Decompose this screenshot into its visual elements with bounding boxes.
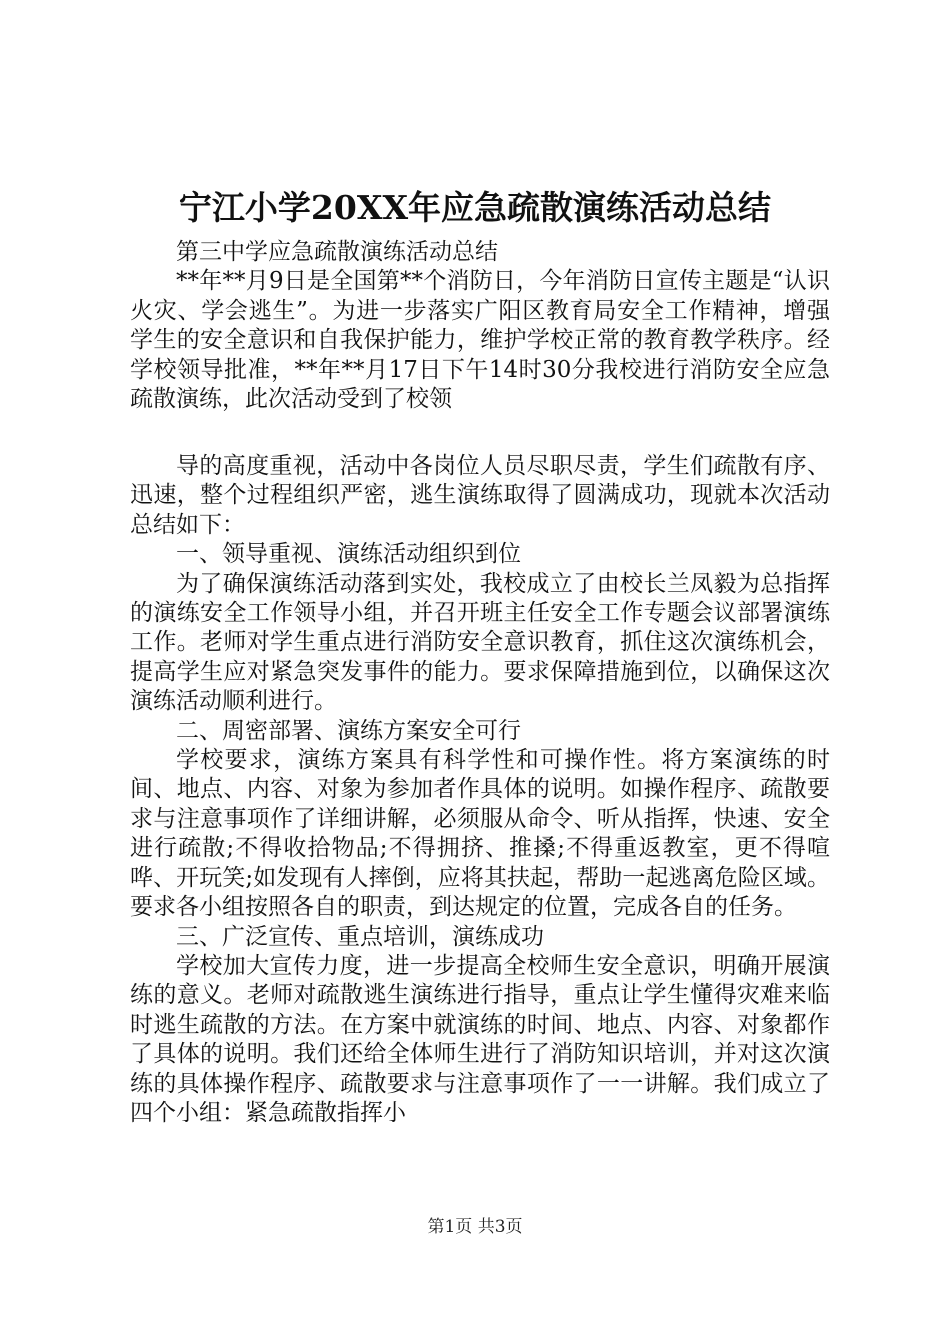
paragraph: 学校加大宣传力度，进一步提高全校师生安全意识，明确开展演练的意义。老师对疏散逃生演练进行指导，重点让学生懂得灾难来临时逃生疏散的方法。在方案中就演练的时间、地点、内容、对象都作了具体的说明。我们还给全体师生进行了消防知识培训，并对这次演练的具体操作程序、疏散要求与注意事项作了一一讲解。我们成立了四个小组：紧急疏散指挥小 <box>130 952 830 1126</box>
paragraph: 为了确保演练活动落到实处，我校成立了由校长兰凤毅为总指挥的演练安全工作领导小组，并召开班主任安全工作专题会议部署演练工作。老师对学生重点进行消防安全意识教育，抓住这次演练机会，提高学生应对紧急突发事件的能力。要求保障措施到位，以确保这次演练活动顺利进行。 <box>130 570 830 715</box>
subtitle-line: 第三中学应急疏散演练活动总结 <box>176 239 498 265</box>
section-heading-3: 三、广泛宣传、重点培训，演练成功 <box>176 923 544 950</box>
section-heading-2: 二、周密部署、演练方案安全可行 <box>176 717 521 744</box>
paragraph: **年**月9日是全国第**个消防日，今年消防日宣传主题是“认识火灾、学会逃生”。为进一步落实广阳区教育局安全工作精神，增强学生的安全意识和自我保护能力，维护学校正常的教育教学秩序。经学校领导批准，**年**月17日下午14时30分我校进行消防安全应急疏散演练，此次活动受到了校领 <box>130 268 830 413</box>
page-number-footer: 第1页 共3页 <box>427 1217 523 1237</box>
paragraph: 导的高度重视，活动中各岗位人员尽职尽责，学生们疏散有序、迅速，整个过程组织严密，逃生演练取得了圆满成功，现就本次活动总结如下： <box>130 453 830 538</box>
body-text-top <box>130 238 830 414</box>
paragraph: 学校要求，演练方案具有科学性和可操作性。将方案演练的时间、地点、内容、对象为参加者作具体的说明。如操作程序、疏散要求与注意事项作了详细讲解，必须服从命令、听从指挥，快速、安全进行疏散;不得收拾物品;不得拥挤、推搡;不得重返教室，更不得喧哗、开玩笑;如发现有人摔倒，应将其扶起，帮助一起逃离危险区域。要求各小组按照各自的职责，到达规定的位置，完成各自的任务。 <box>130 747 830 921</box>
document-title: 宁江小学20XX年应急疏散演练活动总结 <box>178 188 772 227</box>
body-text-bottom <box>130 452 830 1128</box>
section-heading-1: 一、领导重视、演练活动组织到位 <box>176 541 521 568</box>
